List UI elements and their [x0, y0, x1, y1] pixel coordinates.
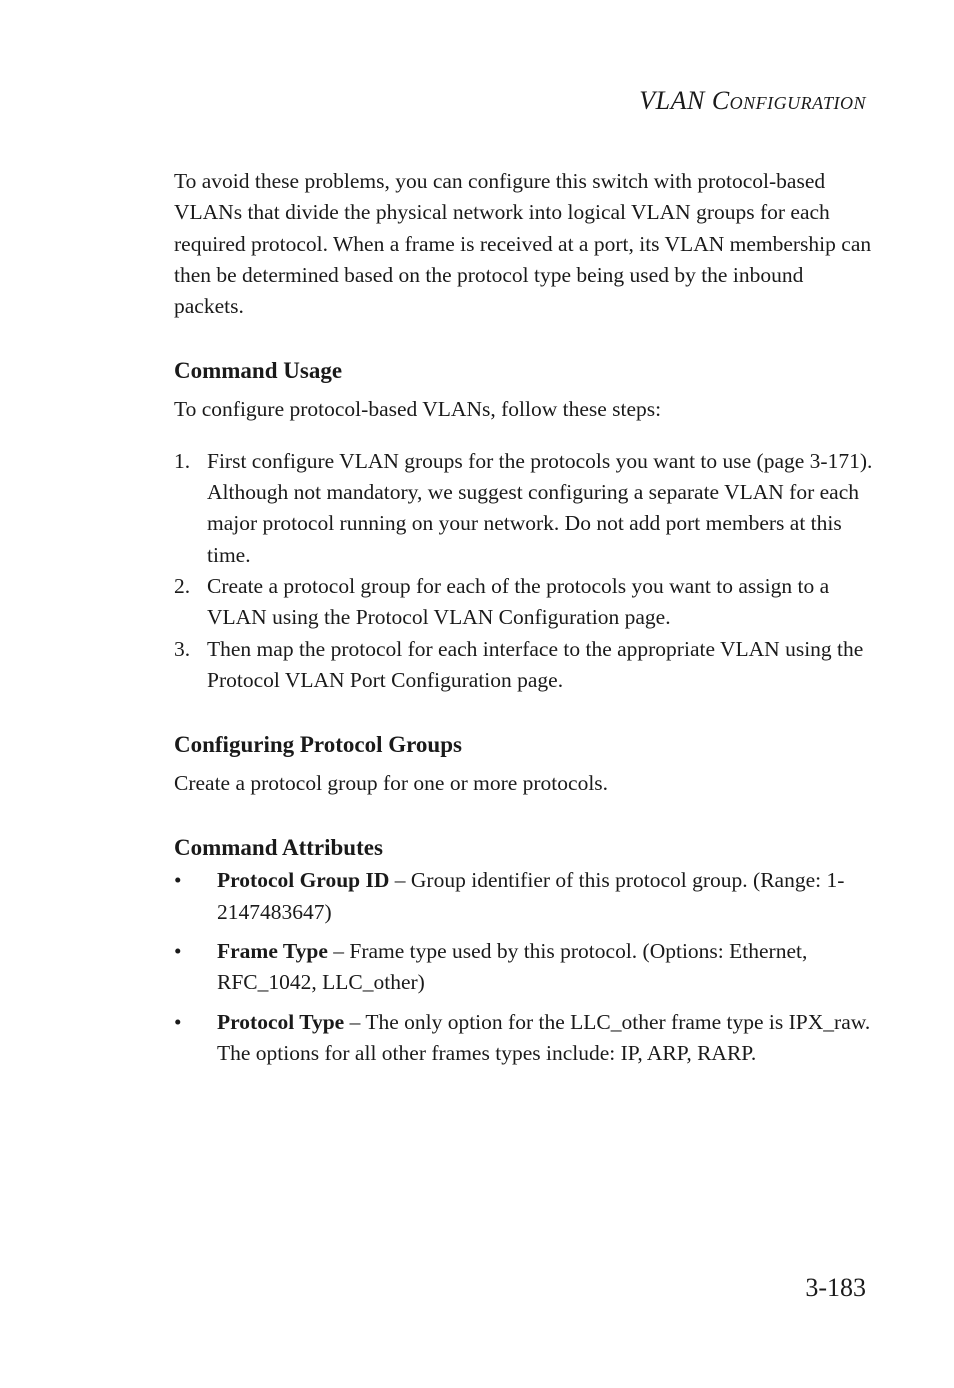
step-text: Create a protocol group for each of the protocols you want to assign to a VLAN using the Protocol VLAN Configuration page.	[207, 573, 830, 630]
bullet-glyph: •	[174, 868, 182, 893]
step-item	[174, 571, 874, 634]
step-number: 2.	[174, 573, 191, 598]
step-number: 1.	[174, 448, 191, 473]
attribute-description: – Frame type used by this protocol. (Options: Ethernet, RFC_1042, LLC_other)	[217, 939, 808, 995]
step-text: Then map the protocol for each interface to the appropriate VLAN using the Protocol VLAN Port Configuration page.	[207, 636, 864, 692]
attribute-term: Protocol Group ID	[217, 868, 390, 893]
running-header-sub: Configuration	[711, 86, 866, 115]
page-content	[174, 166, 874, 1077]
step-number: 3.	[174, 636, 191, 661]
running-header	[639, 86, 866, 116]
command-usage-heading: Command Usage	[174, 358, 343, 384]
intro-paragraph: To avoid these problems, you can configure this switch with protocol-based VLANs that divide the physical network into logical VLAN groups for each required protocol. When a frame is received at a port, its VLAN membership can then be determined based on the protocol type being used by the inbound packets.	[174, 169, 872, 319]
bullet-glyph: •	[174, 939, 182, 964]
steps-list	[174, 446, 874, 696]
attribute-term: Frame Type	[217, 939, 328, 964]
step-text: First configure VLAN groups for the protocols you want to use (page 3-171). Although not mandatory, we suggest configuring a separate VLAN for each major protocol running on your network. Do not add port members at this time.	[207, 448, 873, 567]
step-item	[174, 634, 874, 697]
configuring-protocol-groups-text: Create a protocol group for one or more protocols.	[174, 771, 609, 796]
attribute-description: – The only option for the LLC_other frame type is IPX_raw. The options for all other frames types include: IP, ARP, RARP.	[217, 1009, 871, 1065]
attributes-list	[174, 865, 874, 1069]
command-usage-lead: To configure protocol-based VLANs, follow these steps:	[174, 397, 662, 422]
attribute-description: – Group identifier of this protocol group. (Range: 1-2147483647)	[217, 868, 845, 924]
command-attributes-heading: Command Attributes	[174, 835, 383, 861]
attribute-item	[174, 936, 874, 999]
bullet-glyph: •	[174, 1009, 182, 1034]
attribute-item	[174, 1007, 874, 1070]
page-number: 3-183	[805, 1273, 866, 1302]
attribute-item	[174, 865, 874, 928]
running-header-main: VLAN	[639, 86, 705, 115]
configuring-protocol-groups-heading: Configuring Protocol Groups	[174, 732, 462, 758]
attribute-term: Protocol Type	[217, 1009, 345, 1034]
step-item	[174, 446, 874, 571]
